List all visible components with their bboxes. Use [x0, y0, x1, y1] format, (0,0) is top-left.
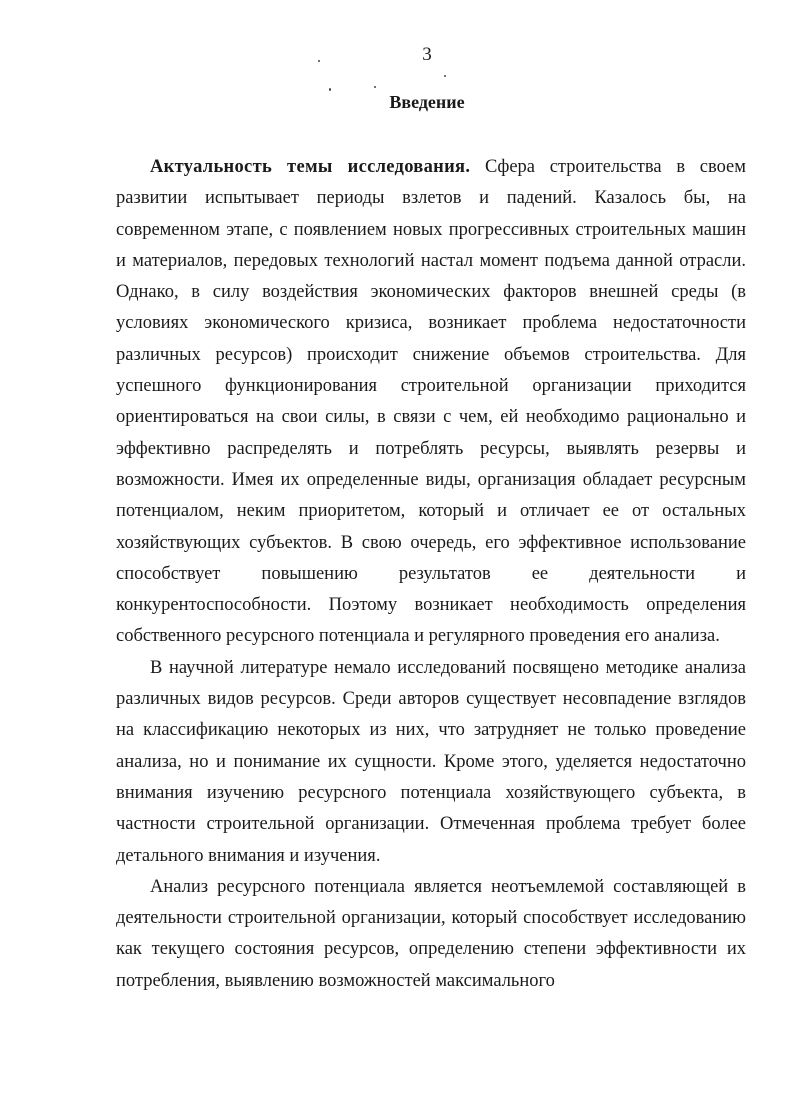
scan-speck: [318, 60, 320, 62]
paragraph-1: [116, 152, 746, 653]
body-text: [116, 152, 746, 997]
relevance-heading: Актуальность темы исследования.: [150, 157, 471, 177]
paragraph-2: В научной литературе немало исследований посвящено методике анализа различных видов ресурсов. Среди авторов существует несовпадение взглядов на классификацию некоторых из них, что затрудняет не только проведение анализа, но и понимание их сущности. Кроме этого, уделяется недостаточно внимания изучению ресурсного потенциала хозяйствующего субъекта, в частности строительной организации. Отмеченная проблема требует более детального внимания и изучения.: [116, 657, 746, 866]
paragraph-3: Анализ ресурсного потенциала является неотъемлемой составляющей в деятельности строительной организации, который способствует исследованию как текущего состояния ресурсов, определению степени эффективности их потребления, выявлению возможностей максимального: [116, 876, 746, 991]
scan-speck: [444, 75, 446, 77]
section-title: Введение: [389, 92, 465, 112]
page-number: 3: [422, 44, 432, 65]
paragraph-1-text: Сфера строительства в своем развитии испытывает периоды взлетов и падений. Казалось бы, на современном этапе, с появлением новых прогрессивных строительных машин и материалов, передовых технологий настал момент подъема данной отрасли. Однако, в силу воздействия экономических факторов внешней среды (в условиях экономического кризиса, возникает проблема недостаточности различных ресурсов) происходит снижение объемов строительства. Для успешного функционирования строительной организации приходится ориентироваться на свои силы, в связи с чем, ей необходимо рационально и эффективно распределять и потреблять ресурсы, выявлять резервы и возможности. Имея их определенные виды, организация обладает ресурсным потенциалом, неким приоритетом, который и отличает ее от остальных хозяйствующих субъектов. В свою очередь, его эффективное использование способствует повышению результатов ее деятельности и конкурентоспособности. Поэтому возникает необходимость определения собственного ресурсного потенциала и регулярного проведения его анализа.: [116, 157, 746, 647]
scan-speck: [329, 88, 331, 91]
scan-speck: [374, 86, 376, 88]
